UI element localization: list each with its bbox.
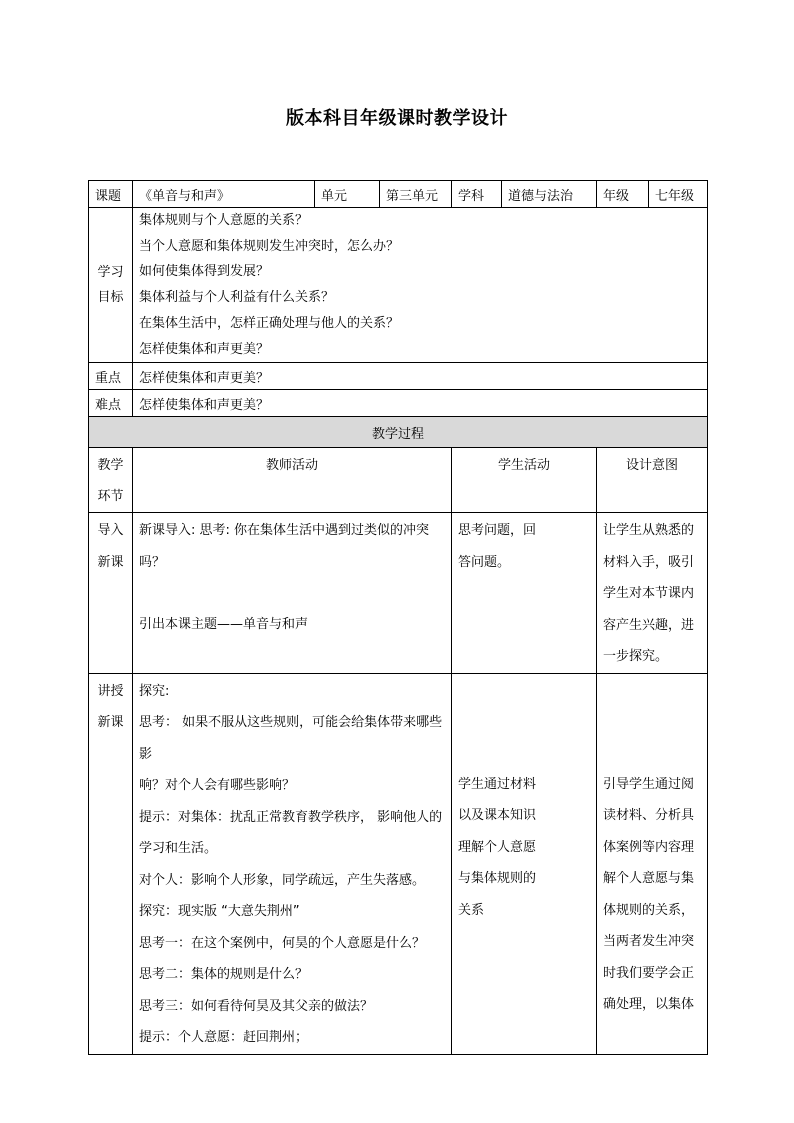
goals-label: 学习 目标	[89, 208, 133, 363]
difficulty-value: 怎样使集体和声更美？	[133, 390, 708, 417]
intro-teacher: 新课导入: 思考: 你在集体生活中遇到过类似的冲突吗？ 引出本课主题——单音与和声	[133, 513, 452, 674]
col-teacher: 教师活动	[133, 448, 452, 513]
goals-row	[89, 208, 708, 363]
course-label: 课题	[89, 181, 133, 208]
subject-value: 道德与法治	[502, 181, 597, 208]
goal-item: 如何使集体得到发展？	[139, 264, 270, 280]
process-columns-row	[89, 448, 708, 513]
key-point-value: 怎样使集体和声更美？	[133, 363, 708, 390]
grade-label: 年级	[597, 181, 649, 208]
lesson-plan-table	[88, 180, 708, 1055]
goal-item: 当个人意愿和集体规则发生冲突时，怎么办？	[139, 238, 400, 254]
lecture-row	[89, 673, 708, 1054]
difficulty-label: 难点	[89, 390, 133, 417]
lecture-student: 学生通过材料 以及课本知识 理解个人意愿 与集体规则的 关系	[452, 673, 597, 1054]
process-heading-row	[89, 417, 708, 448]
lecture-stage: 讲授 新课	[89, 673, 133, 1054]
col-student: 学生活动	[452, 448, 597, 513]
intro-student: 思考问题，回 答问题。	[452, 513, 597, 674]
intro-intent: 让学生从熟悉的 材料入手，吸引 学生对本节课内 容产生兴趣，进 一步探究。	[597, 513, 708, 674]
grade-value: 七年级	[649, 181, 708, 208]
process-heading: 教学过程	[89, 417, 708, 448]
goal-item: 怎样使集体和声更美？	[139, 341, 270, 357]
subject-label: 学科	[452, 181, 502, 208]
goal-item: 在集体生活中，怎样正确处理与他人的关系？	[139, 315, 400, 331]
lecture-intent: 引导学生通过阅 读材料、分析具 体案例等内容理 解个人意愿与集 体规则的关系， 当两者发生冲突 时我们要学会正 确处理，以集体	[597, 673, 708, 1054]
difficulty-row	[89, 390, 708, 417]
unit-value: 第三单元	[380, 181, 452, 208]
page-title: 版本科目年级课时教学设计	[286, 108, 508, 129]
header-row	[89, 181, 708, 208]
unit-label: 单元	[315, 181, 380, 208]
col-stage: 教学 环节	[89, 448, 133, 513]
goal-item: 集体利益与个人利益有什么关系？	[139, 290, 335, 306]
intro-row	[89, 513, 708, 674]
goals-list	[133, 208, 708, 363]
course-value: 《单音与和声》	[133, 181, 315, 208]
col-intent: 设计意图	[597, 448, 708, 513]
intro-stage: 导入 新课	[89, 513, 133, 674]
lecture-teacher: 探究: 思考： 如果不服从这些规则，可能会给集体带来哪些影 响？对个人会有哪些影响？ 提示：对集体：扰乱正常教育教学秩序， 影响他人的 学习和生活。 对个人：影响个人形象，同学疏远，产生失落感。 探究：现实版 “大意失荆州” 思考一：在这个案例中，何昊的个人意愿是什么？ 思考二：集体的规则是什么？ 思考三：如何看待何昊及其父亲的做法？ 提示：个人意愿：赶回荆州；	[133, 673, 452, 1054]
goal-item: 集体规则与个人意愿的关系？	[139, 213, 309, 228]
key-point-row	[89, 363, 708, 390]
key-point-label: 重点	[89, 363, 133, 390]
